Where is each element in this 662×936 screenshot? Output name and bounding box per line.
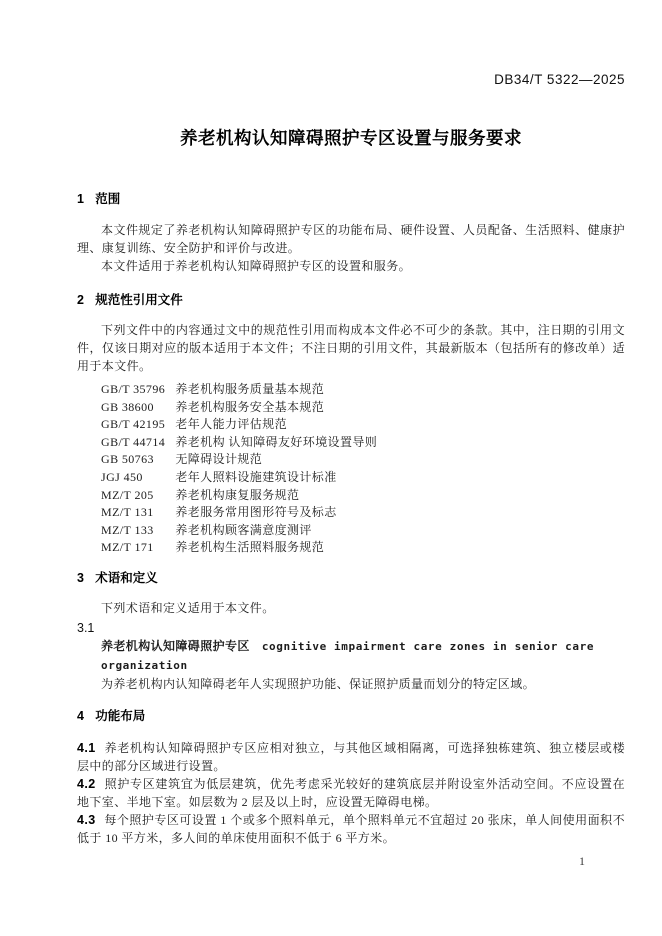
section-title: 范围 bbox=[95, 192, 121, 206]
reference-name: 无障碍设计规范 bbox=[175, 452, 263, 467]
clause-number: 4.2 bbox=[77, 776, 96, 791]
clause-text: 养老机构认知障碍照护专区应相对独立，与其他区域相隔离，可选择独栋建筑、独立楼层或楼层中的部分区域进行设置。 bbox=[77, 740, 625, 773]
reference-name: 养老机构生活照料服务规范 bbox=[175, 540, 325, 555]
reference-item bbox=[77, 522, 625, 540]
clause-number: 4.3 bbox=[77, 812, 96, 827]
clause-4-1 bbox=[77, 739, 625, 775]
clause-number: 4.1 bbox=[77, 740, 96, 755]
reference-code: JGJ 450 bbox=[101, 469, 143, 484]
term-number: 3.1 bbox=[77, 620, 95, 635]
references-intro: 下列文件中的内容通过文中的规范性引用而构成本文件必不可少的条款。其中，注日期的引用文件，仅该日期对应的版本适用于本文件；不注日期的引用文件，其最新版本（包括所有的修改单）适用于本文件。 bbox=[77, 323, 625, 373]
terms-intro: 下列术语和定义适用于本文件。 bbox=[101, 600, 275, 615]
section-number: 2 bbox=[77, 293, 84, 307]
reference-name: 养老机构顾客满意度测评 bbox=[175, 522, 312, 537]
reference-name: 养老机构服务安全基本规范 bbox=[175, 399, 325, 414]
reference-name: 养老机构服务质量基本规范 bbox=[175, 382, 325, 396]
section-heading-normative-references bbox=[77, 291, 625, 309]
reference-list bbox=[77, 381, 625, 557]
scope-paragraph-2: 本文件适用于养老机构认知障碍照护专区的设置和服务。 bbox=[101, 259, 412, 273]
reference-item bbox=[77, 487, 625, 505]
reference-code: GB/T 35796 bbox=[101, 382, 166, 396]
clause-text: 每个照护专区可设置 1 个或多个照料单元，单个照料单元不宜超过 20 张床，单人间使用面积不低于 10 平方米，多人间的单床使用面积不低于 6 平方米。 bbox=[77, 812, 625, 845]
reference-code: MZ/T 131 bbox=[101, 505, 154, 520]
reference-code: MZ/T 171 bbox=[101, 540, 154, 555]
document-title: 养老机构认知障碍照护专区设置与服务要求 bbox=[180, 128, 522, 148]
reference-code: GB/T 44714 bbox=[101, 434, 166, 449]
reference-name: 养老机构 认知障碍友好环境设置导则 bbox=[175, 434, 378, 449]
reference-item bbox=[77, 416, 625, 434]
section-number: 3 bbox=[77, 570, 84, 585]
reference-name: 老年人照料设施建筑设计标准 bbox=[175, 469, 337, 484]
reference-item bbox=[77, 399, 625, 417]
reference-code: MZ/T 133 bbox=[101, 522, 154, 537]
reference-code: GB 50763 bbox=[101, 452, 154, 467]
reference-item bbox=[77, 504, 625, 522]
section-title: 规范性引用文件 bbox=[95, 293, 183, 307]
reference-item bbox=[77, 381, 625, 399]
section-title: 功能布局 bbox=[95, 708, 146, 723]
section-heading-functional-layout bbox=[77, 707, 625, 725]
reference-code: GB/T 42195 bbox=[101, 417, 166, 432]
clause-4-3 bbox=[77, 811, 625, 847]
page-content bbox=[0, 72, 662, 847]
clause-4-2 bbox=[77, 775, 625, 811]
section-title: 术语和定义 bbox=[95, 570, 158, 585]
reference-name: 养老服务常用图形符号及标志 bbox=[175, 505, 337, 520]
scope-paragraph-1: 本文件规定了养老机构认知障碍照护专区的功能布局、硬件设置、人员配备、生活照料、健康护理、康复训练、安全防护和评价与改进。 bbox=[77, 223, 625, 255]
standard-number: DB34/T 5322—2025 bbox=[494, 72, 625, 87]
reference-item bbox=[77, 469, 625, 487]
term-entry bbox=[77, 637, 625, 675]
section-number: 4 bbox=[77, 708, 84, 723]
reference-name: 老年人能力评估规范 bbox=[175, 417, 287, 432]
term-english: cognitive impairment care zones in senior care organization bbox=[101, 639, 595, 672]
section-heading-scope bbox=[77, 190, 625, 208]
reference-item bbox=[77, 434, 625, 452]
page-number: 1 bbox=[579, 854, 585, 868]
reference-item bbox=[77, 451, 625, 469]
term-definition: 为养老机构内认知障碍老年人实现照护功能、保证照护质量而划分的特定区域。 bbox=[101, 676, 536, 691]
reference-code: GB 38600 bbox=[101, 399, 154, 414]
term-chinese: 养老机构认知障碍照护专区 bbox=[101, 638, 250, 653]
section-heading-terms bbox=[77, 569, 625, 587]
reference-code: MZ/T 205 bbox=[101, 487, 154, 502]
section-number: 1 bbox=[77, 192, 84, 206]
reference-name: 养老机构康复服务规范 bbox=[175, 487, 300, 502]
clause-text: 照护专区建筑宜为低层建筑，优先考虑采光较好的建筑底层并附设室外活动空间。不应设置在地下室、半地下室。如层数为 2 层及以上时，应设置无障碍电梯。 bbox=[77, 776, 625, 809]
reference-item bbox=[77, 539, 625, 557]
